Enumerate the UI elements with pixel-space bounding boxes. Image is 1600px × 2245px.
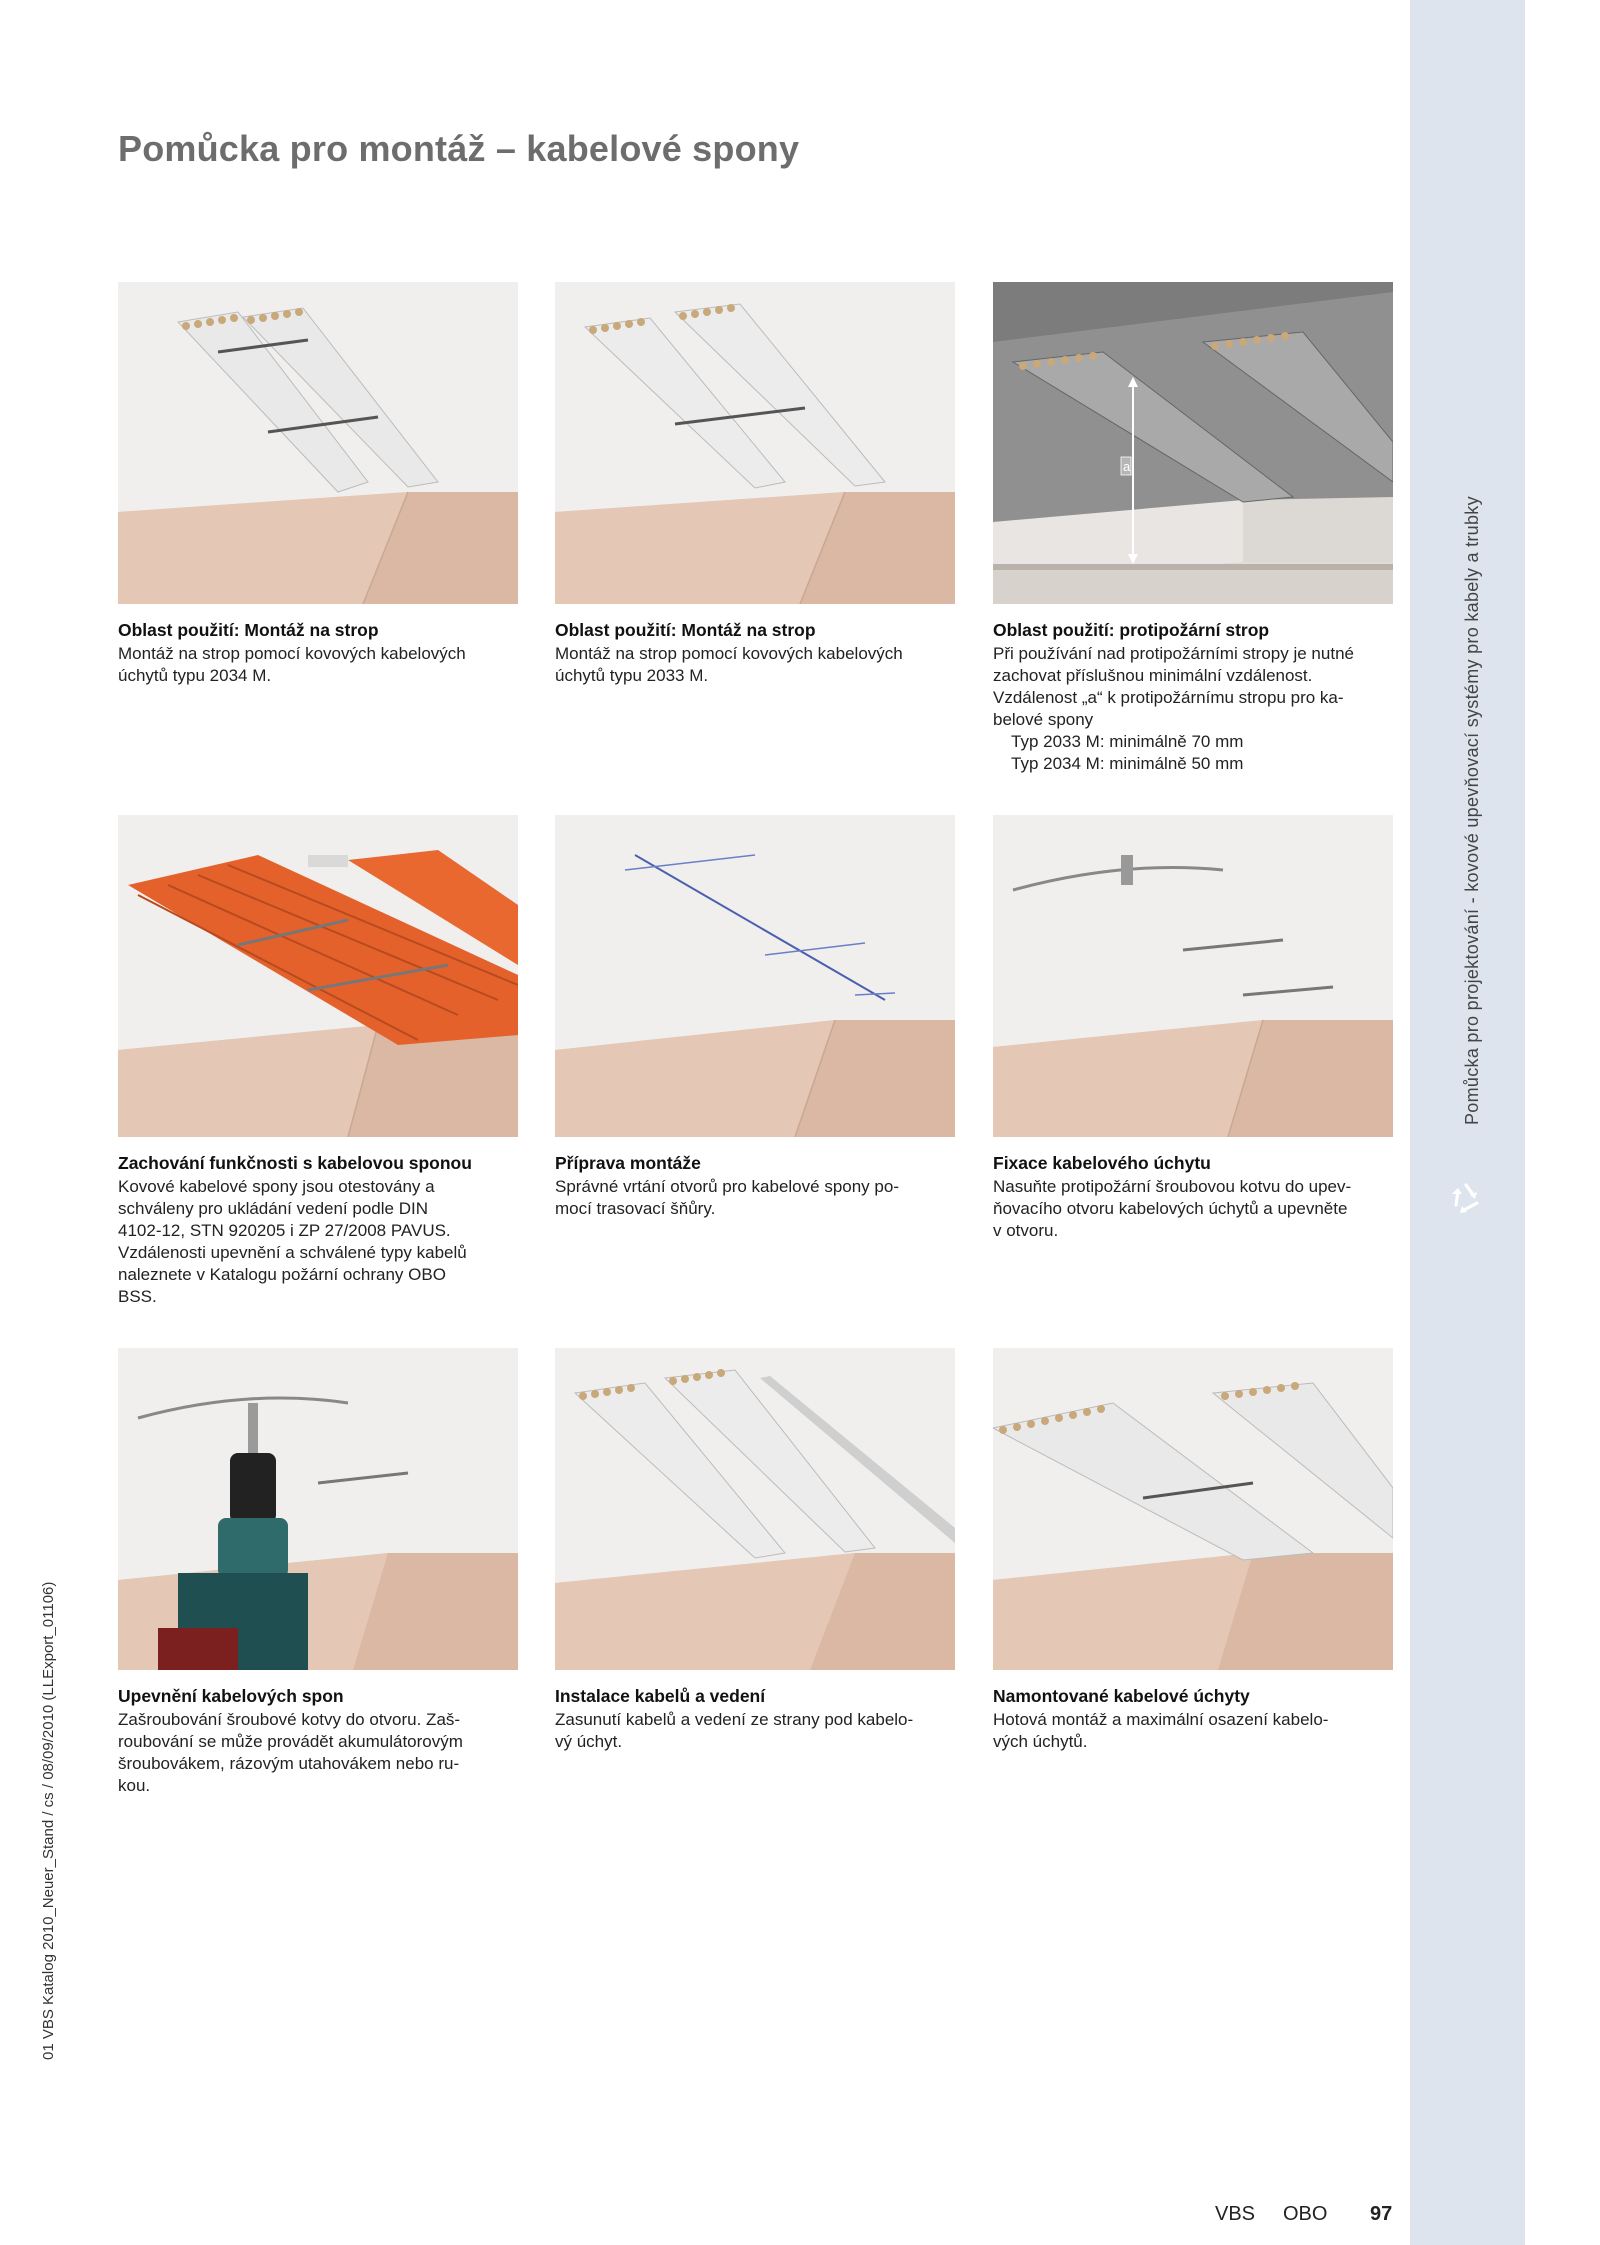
card-body bbox=[555, 643, 955, 687]
photo-ceiling-clips-2033m bbox=[555, 282, 955, 604]
recycle-icon bbox=[1448, 1180, 1484, 1216]
card-line: vých úchytů. bbox=[993, 1732, 1088, 1751]
card-body bbox=[118, 643, 518, 687]
photo-screwing-drill bbox=[118, 1348, 518, 1670]
card-5 bbox=[555, 815, 955, 1220]
card-title: Oblast použití: protipožární strop bbox=[993, 620, 1270, 640]
card-line: ňovacího otvoru kabelových úchytů a upevněte bbox=[993, 1199, 1348, 1218]
card-line: Nasuňte protipožární šroubovou kotvu do upev- bbox=[993, 1177, 1352, 1196]
card-line-indented: Typ 2033 M: minimálně 70 mm bbox=[1011, 732, 1244, 751]
card-line: Hotová montáž a maximální osazení kabelo- bbox=[993, 1710, 1329, 1729]
card-body bbox=[555, 1709, 955, 1753]
footer-brand-obo: OBO bbox=[1283, 2203, 1328, 2225]
photo-marking-line bbox=[555, 815, 955, 1137]
card-body bbox=[993, 1709, 1393, 1753]
photo-ceiling-clips-2034m bbox=[118, 282, 518, 604]
card-title: Upevnění kabelových spon bbox=[118, 1686, 344, 1706]
card-line: roubování se může provádět akumulátorovým bbox=[118, 1732, 463, 1751]
sidebar-text: Pomůcka pro projektování - kovové upevňovací systémy pro kabely a trubky bbox=[1462, 496, 1482, 1125]
card-title: Zachování funkčnosti s kabelovou sponou bbox=[118, 1153, 472, 1173]
card-2 bbox=[555, 282, 955, 687]
card-9 bbox=[993, 1348, 1393, 1753]
card-title: Fixace kabelového úchytu bbox=[993, 1153, 1211, 1173]
page-number: 97 bbox=[1370, 2203, 1393, 2225]
card-line: v otvoru. bbox=[993, 1221, 1059, 1240]
card-title: Namontované kabelové úchyty bbox=[993, 1686, 1250, 1706]
photo-clip-fixing bbox=[993, 815, 1393, 1137]
photo-fire-protection-cables bbox=[118, 815, 518, 1137]
card-line: Vzdálenost „a“ k protipožárnímu stropu pro ka- bbox=[993, 688, 1344, 707]
card-3 bbox=[993, 282, 1393, 775]
footer-brand-vbs: VBS bbox=[1215, 2203, 1256, 2225]
photo-mounted-clips bbox=[993, 1348, 1393, 1670]
page-title: Pomůcka pro montáž – kabelové spony bbox=[118, 128, 800, 169]
card-line: belové spony bbox=[993, 710, 1094, 729]
card-line: úchytů typu 2033 M. bbox=[555, 666, 709, 685]
card-line: BSS. bbox=[118, 1287, 157, 1306]
card-1 bbox=[118, 282, 518, 687]
card-title: Oblast použití: Montáž na strop bbox=[118, 620, 379, 640]
side-note: 01 VBS Katalog 2010_Neuer_Stand / cs / 08/09/2010 (LLExport_01106) bbox=[40, 1581, 57, 2060]
card-line: Zasunutí kabelů a vedení ze strany pod kabelo- bbox=[555, 1710, 914, 1729]
card-body bbox=[993, 643, 1393, 775]
card-line: šroubovákem, rázovým utahovákem nebo ru- bbox=[118, 1754, 460, 1773]
card-line: Vzdálenosti upevnění a schválené typy kabelů bbox=[118, 1243, 467, 1262]
card-title: Instalace kabelů a vedení bbox=[555, 1686, 766, 1706]
card-line: vý úchyt. bbox=[555, 1732, 623, 1751]
card-body bbox=[118, 1709, 518, 1797]
photo-fire-ceiling bbox=[993, 282, 1393, 604]
card-line: kou. bbox=[118, 1776, 151, 1795]
card-7 bbox=[118, 1348, 518, 1797]
card-body bbox=[993, 1176, 1393, 1242]
card-line: Montáž na strop pomocí kovových kabelových bbox=[555, 644, 903, 663]
card-line: zachovat příslušnou minimální vzdálenost. bbox=[993, 666, 1313, 685]
card-line: Montáž na strop pomocí kovových kabelových bbox=[118, 644, 466, 663]
card-line: Kovové kabelové spony jsou otestovány a bbox=[118, 1177, 435, 1196]
card-line: Zašroubování šroubové kotvy do otvoru. Zaš- bbox=[118, 1710, 461, 1729]
distance-label: a bbox=[1123, 459, 1131, 474]
card-line: 4102-12, STN 920205 i ZP 27/2008 PAVUS. bbox=[118, 1221, 451, 1240]
card-8 bbox=[555, 1348, 955, 1753]
card-4 bbox=[118, 815, 518, 1308]
card-line: schváleny pro ukládání vedení podle DIN bbox=[118, 1199, 428, 1218]
card-line-indented: Typ 2034 M: minimálně 50 mm bbox=[1011, 754, 1244, 773]
card-body bbox=[118, 1176, 518, 1308]
card-line: Při používání nad protipožárními stropy je nutné bbox=[993, 644, 1354, 663]
photo-cable-installation bbox=[555, 1348, 955, 1670]
card-title: Oblast použití: Montáž na strop bbox=[555, 620, 816, 640]
card-line: naleznete v Katalogu požární ochrany OBO bbox=[118, 1265, 446, 1284]
card-line: mocí trasovací šňůry. bbox=[555, 1199, 716, 1218]
card-title: Příprava montáže bbox=[555, 1153, 701, 1173]
card-line: Správné vrtání otvorů pro kabelové spony po- bbox=[555, 1177, 899, 1196]
card-body bbox=[555, 1176, 955, 1220]
card-6 bbox=[993, 815, 1393, 1242]
card-line: úchytů typu 2034 M. bbox=[118, 666, 272, 685]
